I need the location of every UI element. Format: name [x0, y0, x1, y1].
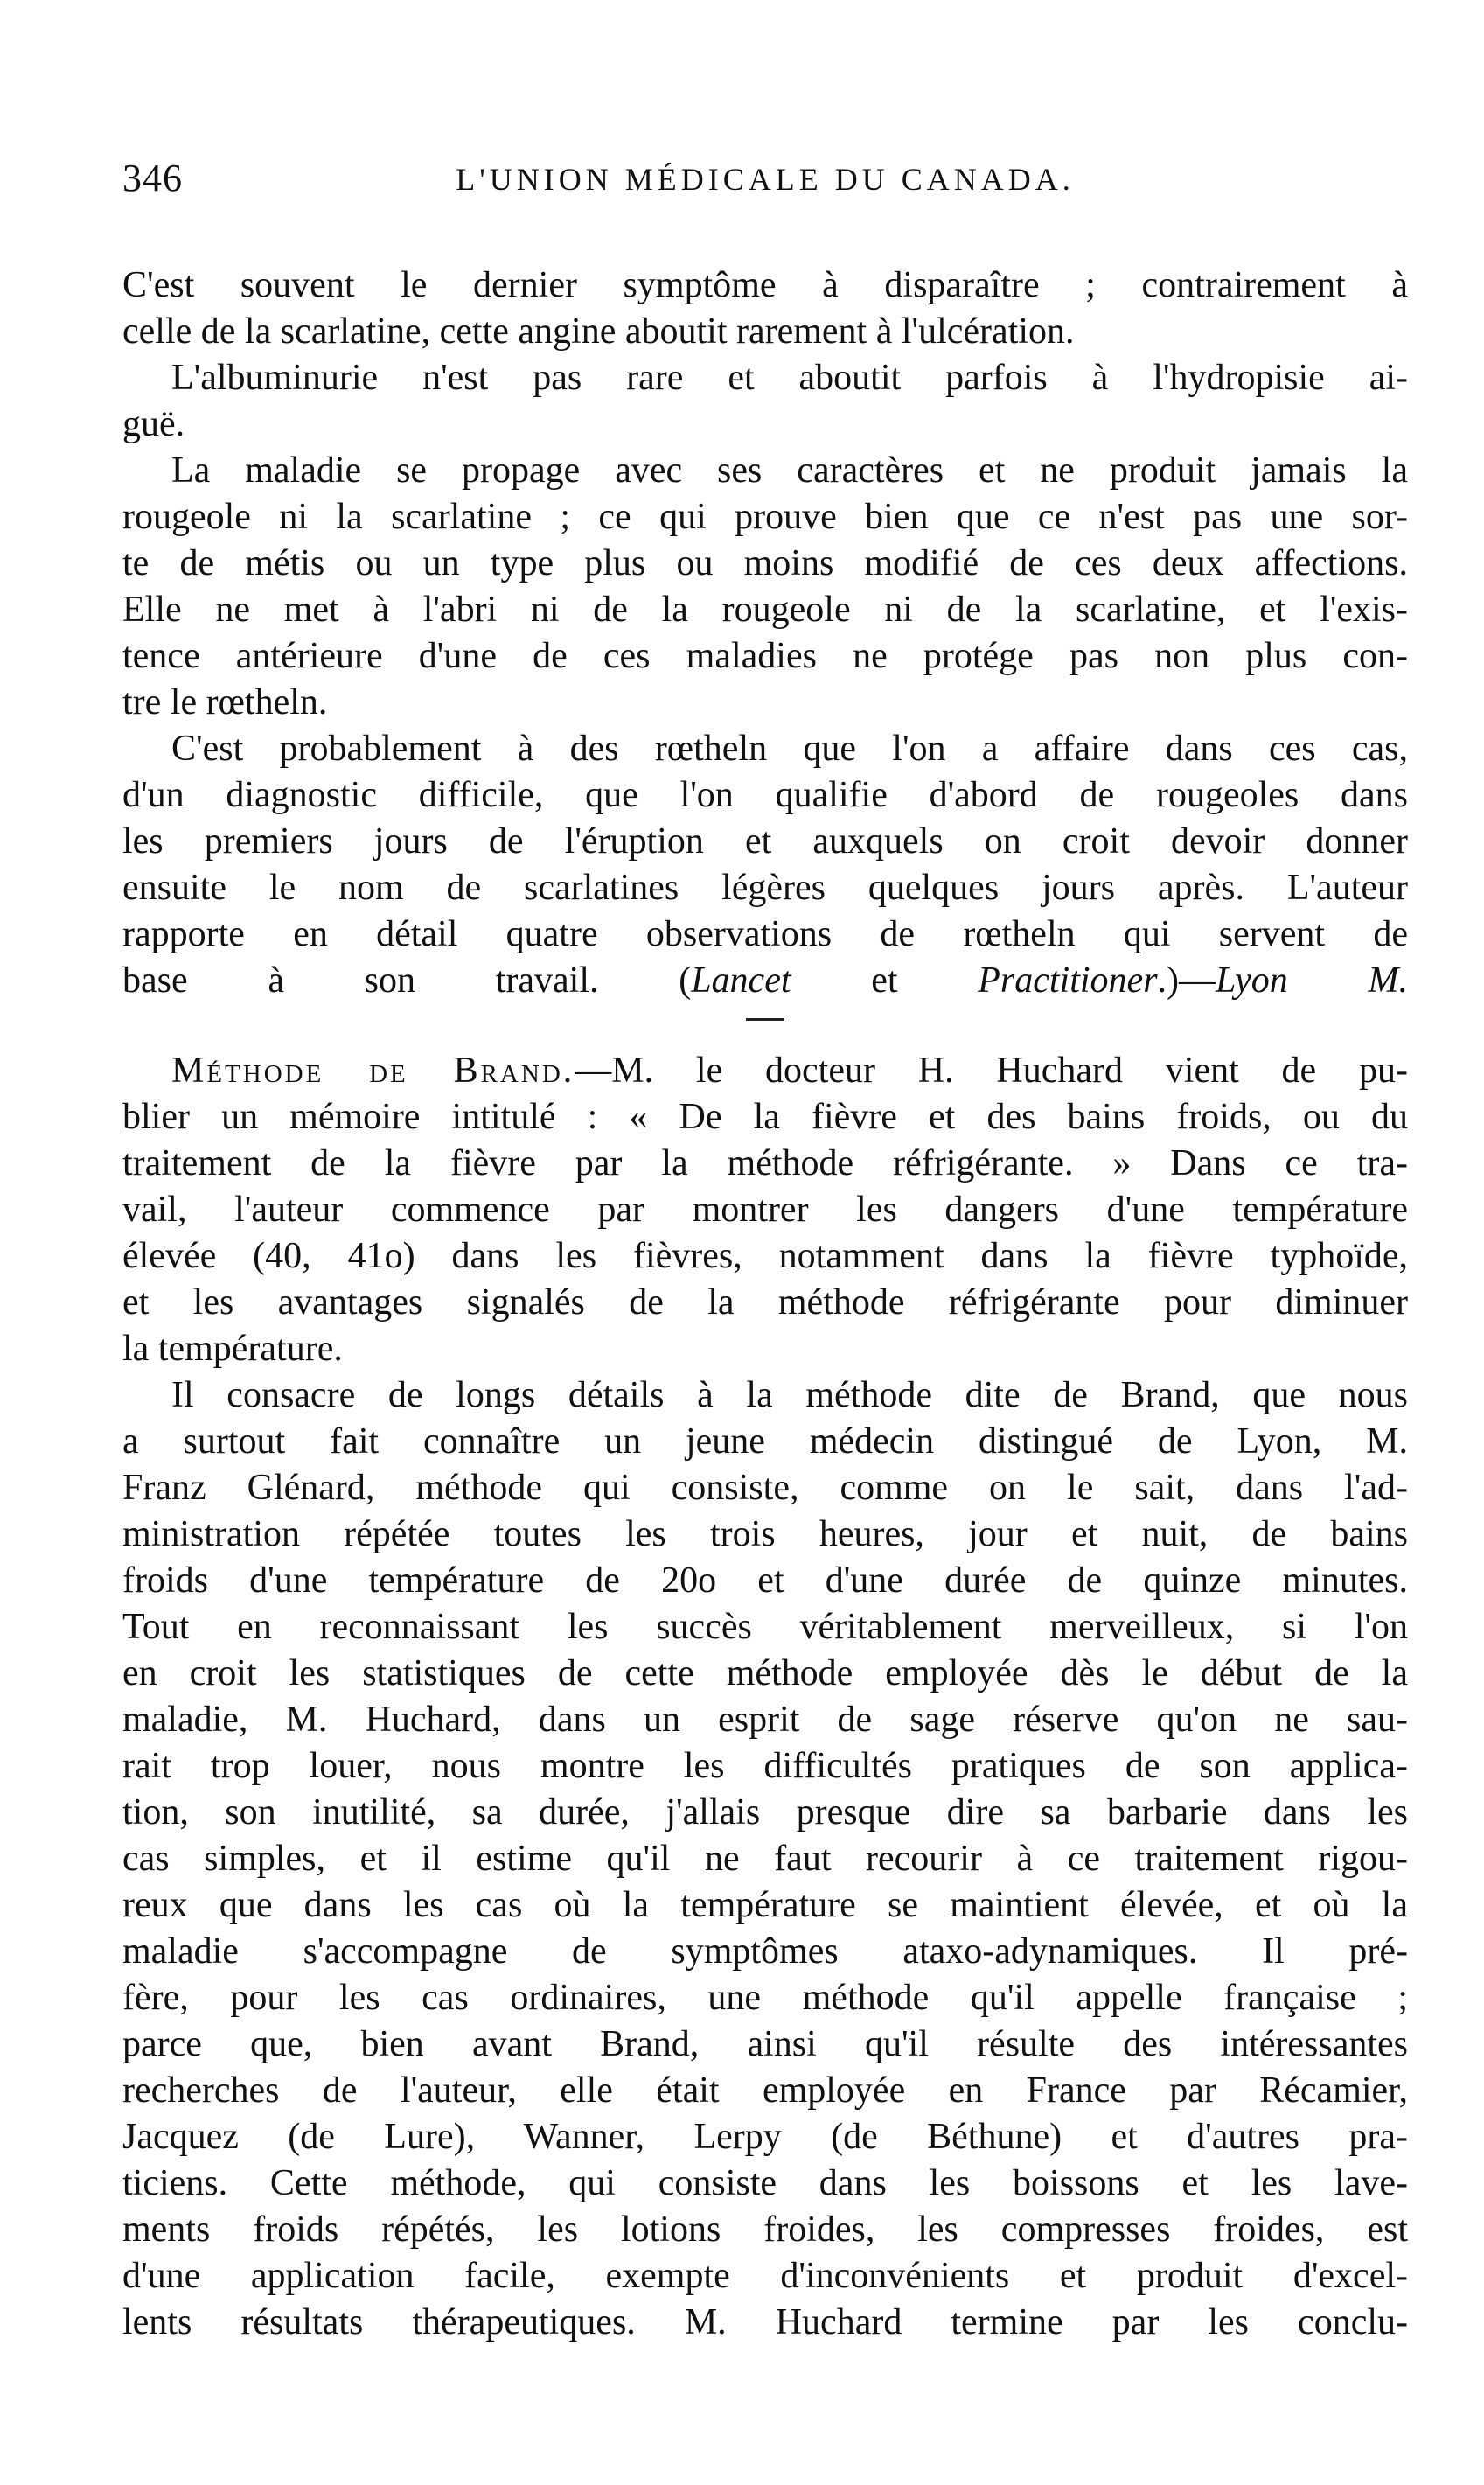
divider-dash: [746, 1018, 784, 1021]
text-line: froids d'une température de 20o et d'une durée de quinze minutes.: [122, 1560, 1408, 1601]
text-line: rapporte en détail quatre observations de rœtheln qui servent de: [122, 914, 1408, 954]
text-line: celle de la scarlatine, cette angine aboutit rarement à l'ulcération.: [122, 311, 1075, 352]
section-heading-continuation: —M. le docteur H. Huchard vient de pu-: [575, 1051, 1408, 1091]
text-line: Jacquez (de Lure), Wanner, Lerpy (de Béthune) et d'autres pra-: [122, 2117, 1408, 2157]
text-line: ments froids répétés, les lotions froides, les compresses froides, est: [122, 2209, 1408, 2250]
text-line: vail, l'auteur commence par montrer les dangers d'une température: [122, 1190, 1408, 1230]
text-line: blier un mémoire intitulé : « De la fièvre et des bains froids, ou du: [122, 1097, 1408, 1137]
text-line: C'est souvent le dernier symptôme à disparaître ; contrairement à: [122, 265, 1408, 305]
text-line: les premiers jours de l'éruption et auxquels on croit devoir donner: [122, 821, 1408, 862]
citation-line: [122, 958, 1408, 1004]
text-line: en croit les statistiques de cette méthode employée dès le début de la: [122, 1653, 1408, 1693]
text-line: Elle ne met à l'abri ni de la rougeole ni de la scarlatine, et l'exis-: [122, 590, 1408, 630]
running-title: L'UNION MÉDICALE DU CANADA.: [456, 162, 1075, 197]
text-line: C'est probablement à des rœtheln que l'on a affaire dans ces cas,: [171, 729, 1408, 769]
text-line: d'une application facile, exempte d'inconvénients et produit d'excel-: [122, 2256, 1408, 2296]
text-line: tion, son inutilité, sa durée, j'allais presque dire sa barbarie dans les: [122, 1792, 1408, 1832]
text-line: traitement de la fièvre par la méthode réfrigérante. » Dans ce tra-: [122, 1143, 1408, 1183]
text-line: élevée (40, 41o) dans les fièvres, notamment dans la fièvre typhoïde,: [122, 1236, 1408, 1276]
text-line: ministration répétée toutes les trois heures, jour et nuit, de bains: [122, 1514, 1408, 1554]
citation-source: Lyon M.: [1216, 960, 1408, 1001]
text-line: rougeole ni la scarlatine ; ce qui prouve bien que ce n'est pas une sor-: [122, 497, 1408, 537]
text-line: reux que dans les cas où la température se maintient élevée, et où la: [122, 1885, 1408, 1925]
citation-practitioner: Practitioner: [978, 960, 1158, 1001]
text-line: rait trop louer, nous montre les difficultés pratiques de son applica-: [122, 1746, 1408, 1786]
text-line: Il consacre de longs détails à la méthode dite de Brand, que nous: [171, 1375, 1408, 1415]
citation-middle: et: [791, 960, 979, 1001]
text-line: lents résultats thérapeutiques. M. Huchard termine par les conclu-: [122, 2302, 1408, 2342]
citation-lancet: Lancet: [691, 960, 791, 1001]
text-line: ensuite le nom de scarlatines légères quelques jours après. L'auteur: [122, 868, 1408, 908]
text-line: guë.: [122, 404, 185, 444]
citation-after: .)—: [1157, 960, 1216, 1001]
text-line: Franz Glénard, méthode qui consiste, comme on le sait, dans l'ad-: [122, 1468, 1408, 1508]
text-line: recherches de l'auteur, elle était employée en France par Récamier,: [122, 2070, 1408, 2111]
text-line: la température.: [122, 1329, 343, 1369]
text-line: Tout en reconnaissant les succès véritablement merveilleux, si l'on: [122, 1607, 1408, 1647]
page-number: 346: [122, 157, 183, 199]
text-line: fère, pour les cas ordinaires, une méthode qu'il appelle française ;: [122, 1978, 1408, 2018]
text-line: La maladie se propage avec ses caractères et ne produit jamais la: [171, 450, 1408, 491]
text-line: parce que, bien avant Brand, ainsi qu'il résulte des intéressantes: [122, 2024, 1408, 2064]
page-header: [122, 156, 1408, 208]
text-line: et les avantages signalés de la méthode réfrigérante pour diminuer: [122, 1282, 1408, 1323]
text-line: maladie, M. Huchard, dans un esprit de sage réserve qu'on ne sau-: [122, 1700, 1408, 1740]
text-line: maladie s'accompagne de symptômes ataxo-adynamiques. Il pré-: [122, 1931, 1408, 1972]
section-heading: Méthode de Brand.: [171, 1051, 575, 1091]
section-roetheln: [122, 262, 1408, 958]
text-line: ticiens. Cette méthode, qui consiste dans les boissons et les lave-: [122, 2163, 1408, 2203]
text-line: tence antérieure d'une de ces maladies ne protége pas non plus con-: [122, 636, 1408, 676]
text-line: tre le rœtheln.: [122, 682, 328, 722]
citation-before: base à son travail. (: [122, 960, 692, 1001]
text-line: d'un diagnostic difficile, que l'on qualifie d'abord de rougeoles dans: [122, 775, 1408, 815]
text-line: cas simples, et il estime qu'il ne faut recourir à ce traitement rigou-: [122, 1839, 1408, 1879]
article-body: [122, 262, 1408, 2346]
text-line: a surtout fait connaître un jeune médecin distingué de Lyon, M.: [122, 1421, 1408, 1462]
section-heading-line: [122, 1048, 1408, 1094]
section-divider: [122, 1004, 1408, 1048]
section-methode-de-brand: [122, 1094, 1408, 2346]
text-line: L'albuminurie n'est pas rare et aboutit parfois à l'hydropisie ai-: [171, 358, 1408, 398]
text-line: te de métis ou un type plus ou moins modifié de ces deux affections.: [122, 543, 1408, 583]
